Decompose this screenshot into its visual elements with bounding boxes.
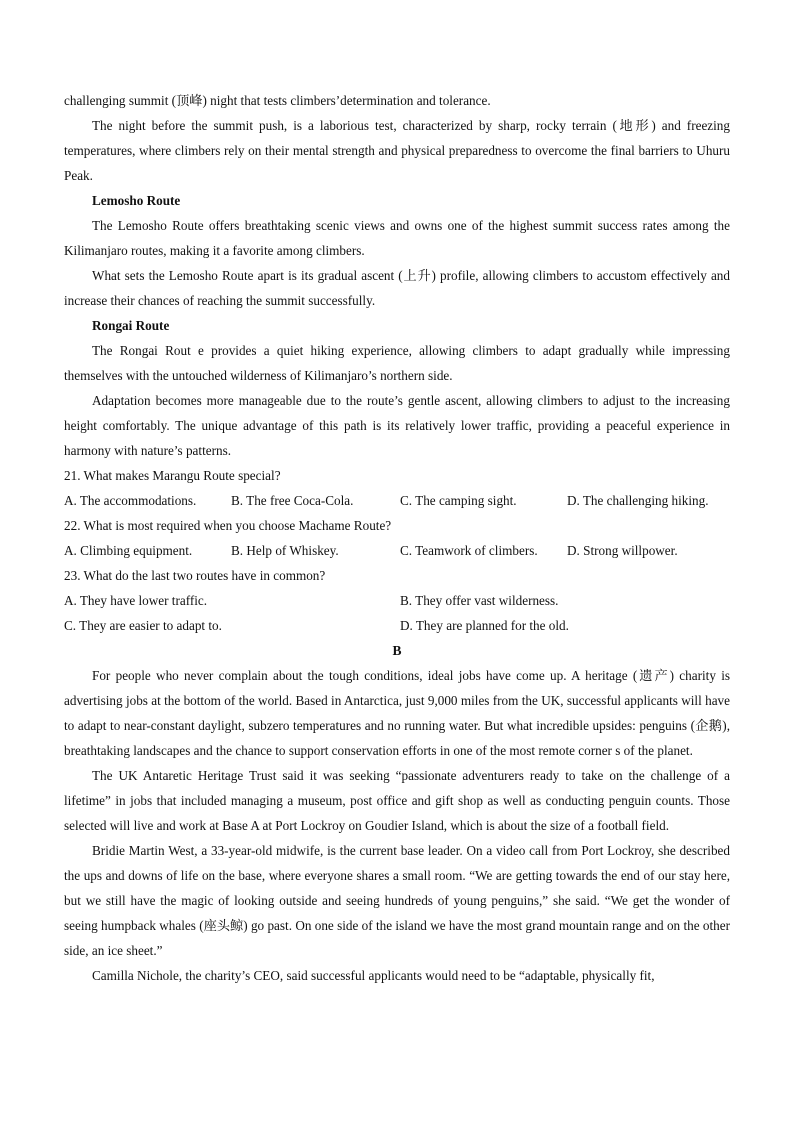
option-23-b: B. They offer vast wilderness. (400, 593, 559, 608)
option-21-d: D. The challenging hiking. (567, 493, 709, 508)
paragraph-b-2: The UK Antaretic Heritage Trust said it was seeking “passionate adventurers ready to take on the challenge of a lifetime” in jobs that included managing a museum, post office and gift shop as well as conducting penguin counts. Those selected will live and work at Base A at Port Lockroy on Goudier Island, which is about the size of a football field. (64, 768, 730, 833)
question-23-stem: 23. What do the last two routes have in common? (64, 568, 326, 583)
option-22-d: D. Strong willpower. (567, 543, 678, 558)
option-21-c: C. The camping sight. (400, 493, 517, 508)
paragraph-lemosho-1: The Lemosho Route offers breathtaking scenic views and owns one of the highest summit success rates among the Kilimanjaro routes, making it a favorite among climbers. (64, 218, 730, 258)
question-22-options (64, 538, 730, 563)
question-21-stem: 21. What makes Marangu Route special? (64, 468, 281, 483)
option-23-a: A. They have lower traffic. (64, 593, 208, 608)
document-page (64, 88, 730, 988)
option-21-b: B. The free Coca-Cola. (231, 493, 354, 508)
paragraph-rongai-1: The Rongai Rout e provides a quiet hiking experience, allowing climbers to adapt gradually while impressing themselves with the untouched wilderness of Kilimanjaro’s northern side. (64, 343, 730, 383)
question-21-options (64, 488, 730, 513)
paragraph-intro-tail: challenging summit (顶峰) night that tests climbers’determination and tolerance. (64, 93, 491, 108)
paragraph-summit-night: The night before the summit push, is a laborious test, characterized by sharp, rocky terrain (地形) and freezing temperatures, where climbers rely on their mental strength and physical preparedness to overcome the final barriers to Uhuru Peak. (64, 118, 730, 183)
route-heading-lemosho: Lemosho Route (92, 193, 181, 208)
route-heading-rongai: Rongai Route (92, 318, 170, 333)
question-23-options-row1 (64, 588, 730, 613)
option-23-d: D. They are planned for the old. (400, 618, 569, 633)
option-22-a: A. Climbing equipment. (64, 543, 193, 558)
question-22-stem: 22. What is most required when you choose Machame Route? (64, 518, 392, 533)
option-22-b: B. Help of Whiskey. (231, 543, 339, 558)
section-heading-b: B (392, 643, 402, 658)
option-22-c: C. Teamwork of climbers. (400, 543, 538, 558)
question-23-options-row2 (64, 613, 730, 638)
option-23-c: C. They are easier to adapt to. (64, 618, 222, 633)
paragraph-rongai-2: Adaptation becomes more manageable due to the route’s gentle ascent, allowing climbers to adjust to the increasing height comfortably. The unique advantage of this path is its relatively lower traffic, providing a peaceful experience in harmony with nature’s patterns. (64, 393, 730, 458)
paragraph-b-3: Bridie Martin West, a 33-year-old midwife, is the current base leader. On a video call from Port Lockroy, she described the ups and downs of life on the base, where everyone shares a small room. “We are getting towards the end of our stay here, but we still have the magic of looking outside and seeing hundreds of young penguins,” she said. “We get the wonder of seeing humpback whales (座头鲸) go past. On one side of the island we have the most grand mountain range and on the other side, an ice sheet.” (64, 843, 730, 958)
option-21-a: A. The accommodations. (64, 493, 197, 508)
paragraph-b-4: Camilla Nichole, the charity’s CEO, said successful applicants would need to be “adaptable, physically fit, (92, 968, 655, 983)
paragraph-lemosho-2: What sets the Lemosho Route apart is its gradual ascent (上升) profile, allowing climbers to accustom effectively and increase their chances of reaching the summit successfully. (64, 268, 730, 308)
paragraph-b-1: For people who never complain about the tough conditions, ideal jobs have come up. A heritage (遗产) charity is advertising jobs at the bottom of the world. Based in Antarctica, just 9,000 miles from the UK, successful applicants will have to adapt to near-constant daylight, subzero temperatures and no running water. But what incredible upsides: penguins (企鹅), breathtaking landscapes and the chance to support conservation efforts in one of the most remote corner s of the planet. (64, 668, 730, 758)
